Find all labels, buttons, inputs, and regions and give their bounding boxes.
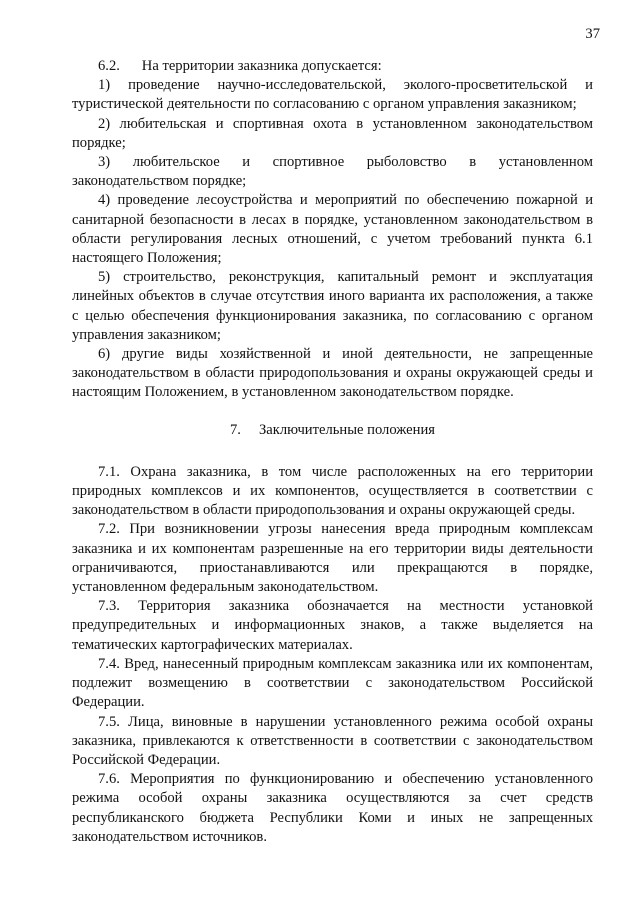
section-7-number: 7. bbox=[230, 421, 241, 438]
page-number: 37 bbox=[585, 26, 600, 42]
list-item-6-2-6: 6) другие виды хозяйственной и иной деятельности, не запрещенные законодательством в области природопользования и охраны окружающей среды и настоящим Положением, в установленном законодательством порядке. bbox=[72, 346, 593, 401]
section-7-heading bbox=[72, 421, 593, 440]
paragraph-7-5: 7.5. Лица, виновные в нарушении установленного режима особой охраны заказника, привлекаются к ответственности в соответствии с законодательством Российской Федерации. bbox=[72, 713, 593, 768]
list-item-6-2-3: 3) любительское и спортивное рыболовство в установленном законодательством порядке; bbox=[72, 154, 593, 190]
list-item-6-2-1: 1) проведение научно-исследовательской, эколого-просветительской и туристической деятельности по согласованию с органом управления заказником; bbox=[72, 77, 593, 113]
list-item-6-2-4: 4) проведение лесоустройства и мероприятий по обеспечению пожарной и санитарной безопасности в лесах в порядке, установленном законодательством в области регулирования лесных отношений, с учетом требований пункта 6.1 настоящего Положения; bbox=[72, 192, 593, 267]
section-7-title: Заключительные положения bbox=[258, 421, 435, 438]
list-item-6-2-2: 2) любительская и спортивная охота в установленном законодательством порядке; bbox=[72, 115, 593, 151]
section-7 bbox=[72, 463, 593, 847]
paragraph-7-2: 7.2. При возникновении угрозы нанесения вреда природным комплексам заказника и их компонентам разрешенные на его территории виды деятельности ограничиваются, приостанавливаются или прекращаются в порядке, установленном федеральным законодательством. bbox=[72, 521, 593, 596]
paragraph-7-1: 7.1. Охрана заказника, в том числе расположенных на его территории природных комплексов и их компонентов, осуществляется в соответствии с законодательством в области природопользования и охраны окружающей среды. bbox=[72, 463, 593, 519]
paragraph-7-4: 7.4. Вред, нанесенный природным комплексам заказника или их компонентам, подлежит возмещению в соответствии с законодательством Российской Федерации. bbox=[72, 655, 593, 711]
paragraph-7-6: 7.6. Мероприятия по функционированию и обеспечению установленного режима особой охраны заказника осуществляются за счет средств республиканского бюджета Республики Коми и иных не запрещенных законодательством источников. bbox=[72, 771, 593, 845]
paragraph-7-3: 7.3. Территория заказника обозначается на местности установкой предупредительных и информационных знаков, а также выделяется на тематических картографических материалах. bbox=[72, 598, 593, 653]
section-6 bbox=[72, 57, 593, 403]
paragraph-6-2-intro: 6.2. На территории заказника допускается: bbox=[98, 58, 382, 74]
document-body bbox=[72, 57, 593, 847]
list-item-6-2-5: 5) строительство, реконструкция, капитальный ремонт и эксплуатация линейных объектов в случае отсутствия иного варианта их расположения, а также с целью обеспечения функционирования заказника, по согласованию с органом управления заказником; bbox=[72, 269, 593, 343]
